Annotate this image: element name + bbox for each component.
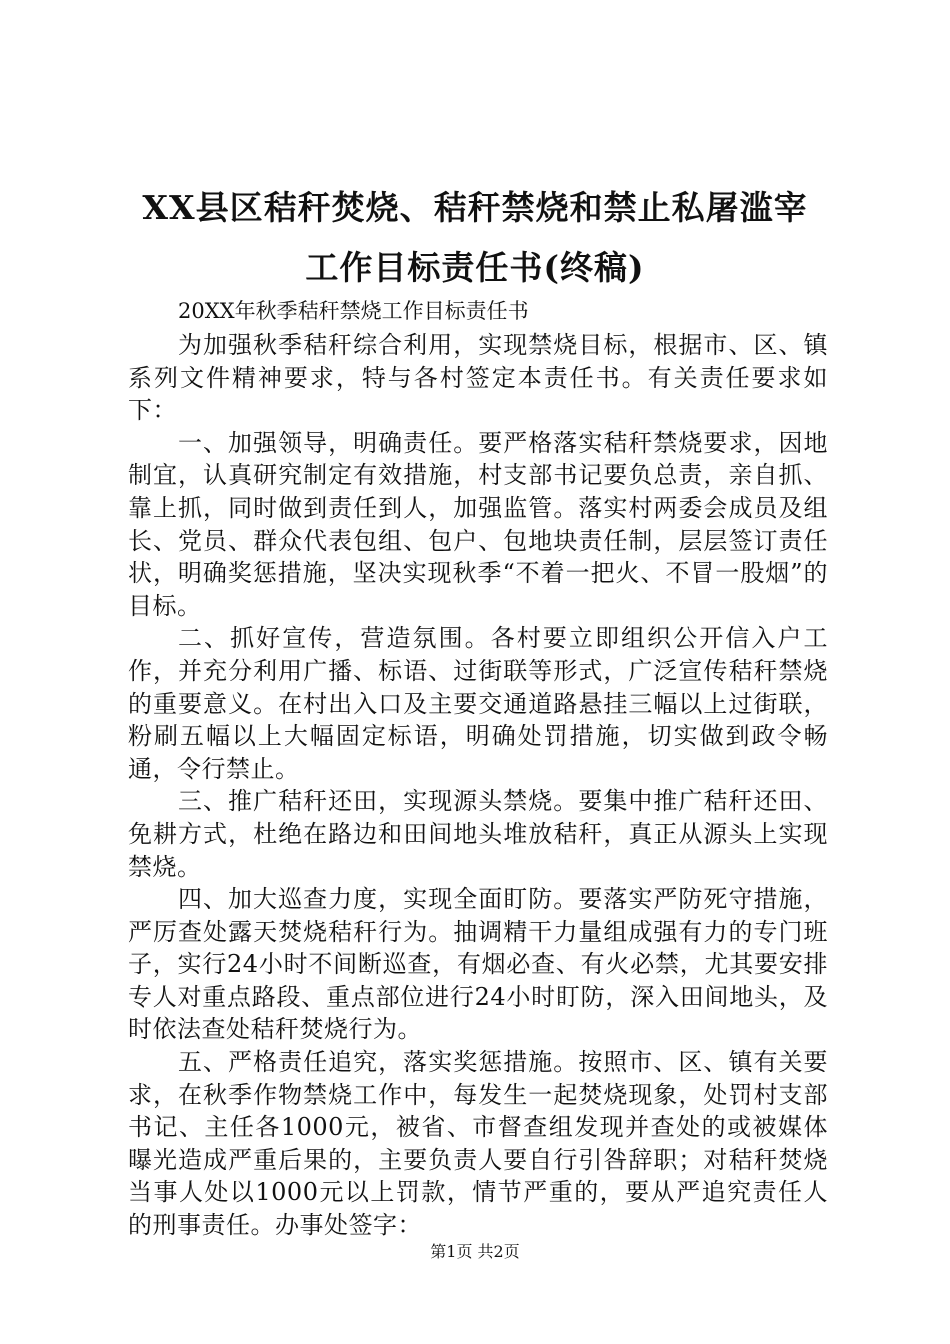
paragraph-1: 一、加强领导，明确责任。要严格落实秸秆禁烧要求，因地制宜，认真研究制定有效措施，村支部书记要负总责，亲自抓、靠上抓，同时做到责任到人，加强监管。落实村两委会成员及组长、党员、群众代表包组、包户、包地块责任制，层层签订责任状，明确奖惩措施，坚决实现秋季“不着一把火、不冒一股烟”的目标。	[128, 428, 828, 620]
document-subtitle: 20XX年秋季秸秆禁烧工作目标责任书	[178, 299, 529, 323]
document-body	[128, 329, 828, 1242]
document-title-line-1: XX县区秸秆焚烧、秸秆禁烧和禁止私屠滥宰	[142, 188, 808, 227]
paragraph-3: 三、推广秸秆还田，实现源头禁烧。要集中推广秸秆还田、免耕方式，杜绝在路边和田间地头堆放秸秆，真正从源头上实现禁烧。	[128, 787, 828, 881]
paragraph-2: 二、抓好宣传，营造氛围。各村要立即组织公开信入户工作，并充分利用广播、标语、过街联等形式，广泛宣传秸秆禁烧的重要意义。在村出入口及主要交通道路悬挂三幅以上过街联，粉刷五幅以上大幅固定标语，明确处罚措施，切实做到政令畅通，令行禁止。	[128, 624, 828, 783]
paragraph-5: 五、严格责任追究，落实奖惩措施。按照市、区、镇有关要求，在秋季作物禁烧工作中，每发生一起焚烧现象，处罚村支部书记、主任各1000元，被省、市督查组发现并查处的或被媒体曝光造成严重后果的，主要负责人要自行引咎辞职；对秸秆焚烧当事人处以1000元以上罚款，情节严重的，要从严追究责任人的刑事责任。办事处签字：	[128, 1048, 828, 1240]
page-footer: 第1页 共2页	[430, 1242, 520, 1261]
paragraph-intro: 为加强秋季秸秆综合利用，实现禁烧目标，根据市、区、镇系列文件精神要求，特与各村签定本责任书。有关责任要求如下：	[128, 331, 828, 425]
document-title-line-2: 工作目标责任书(终稿)	[305, 248, 645, 287]
paragraph-4: 四、加大巡查力度，实现全面盯防。要落实严防死守措施，严厉查处露天焚烧秸秆行为。抽调精干力量组成强有力的专门班子，实行24小时不间断巡查，有烟必查、有火必禁，尤其要安排专人对重点路段、重点部位进行24小时盯防，深入田间地头，及时依法查处秸秆焚烧行为。	[128, 885, 828, 1044]
